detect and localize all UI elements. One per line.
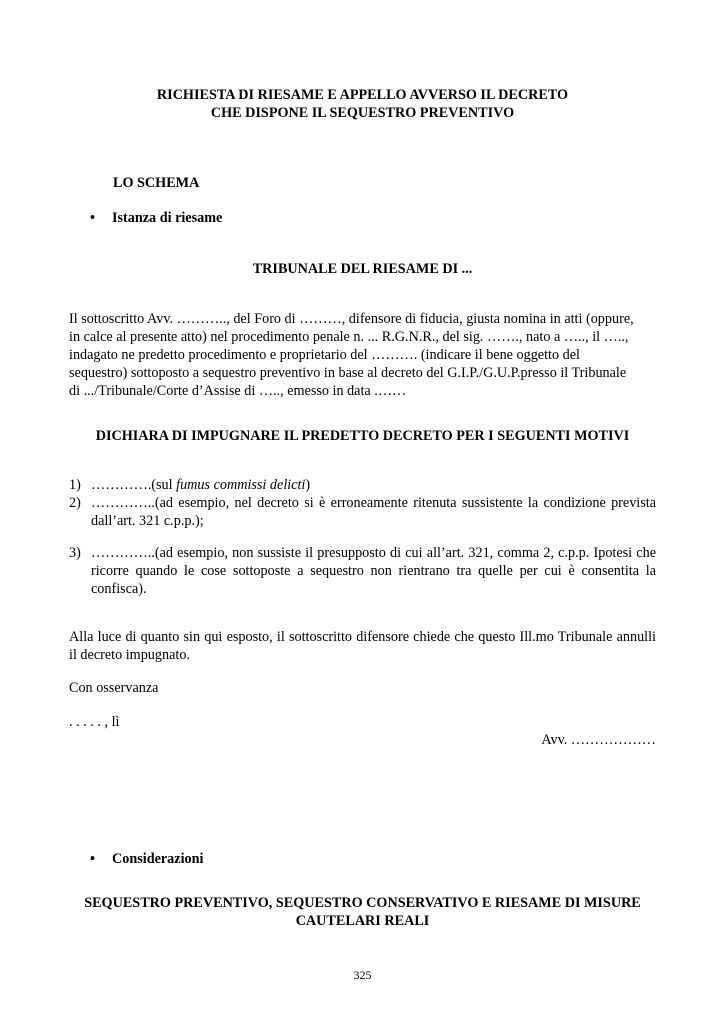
- schema-heading: LO SCHEMA: [113, 175, 200, 191]
- final-heading-line-2: CAUTELARI REALI: [295, 913, 430, 929]
- firma-avvocato: Avv. ………………: [541, 732, 656, 748]
- list-item-motivo-2: [69, 494, 656, 530]
- bullet-icon: •: [90, 851, 95, 867]
- final-heading: [60, 894, 665, 930]
- list-item-motivo-3: [69, 544, 656, 598]
- bullet-istanza-label: Istanza di riesame: [112, 210, 223, 226]
- list-item-motivo-1: [69, 476, 656, 494]
- list-text: [91, 476, 656, 494]
- list-number: 3): [69, 545, 81, 561]
- list-number: 2): [69, 495, 81, 511]
- bullet-considerazioni-label: Considerazioni: [112, 851, 204, 867]
- intro-line: in calce al presente atto) nel procedimento penale n. ... R.G.N.R., del sig. ……., nato a ….., il …..,: [69, 329, 629, 345]
- motivo-1-post: ): [305, 477, 311, 493]
- list-number: 1): [69, 477, 81, 493]
- document-title: [60, 86, 665, 122]
- motivo-1-pre: ………….(sul: [91, 477, 177, 493]
- intro-line: Il sottoscritto Avv. ……….., del Foro di ………, difensore di fiducia, giusta nomina in atti (oppure,: [69, 311, 634, 327]
- intro-paragraph: [69, 310, 656, 400]
- bullet-icon: •: [90, 210, 95, 226]
- motivo-1-italic: fumus commissi delicti: [176, 477, 306, 493]
- title-line-2: CHE DISPONE IL SEQUESTRO PREVENTIVO: [210, 105, 515, 121]
- bullet-considerazioni: [90, 850, 203, 868]
- dichiara-heading: DICHIARA DI IMPUGNARE IL PREDETTO DECRETO PER I SEGUENTI MOTIVI: [95, 428, 630, 444]
- final-heading-line-1: SEQUESTRO PREVENTIVO, SEQUESTRO CONSERVATIVO E RIESAME DI MISURE: [84, 895, 641, 911]
- list-text: …………..(ad esempio, non sussiste il presupposto di cui all’art. 321, comma 2, c.p.p. Ipotesi che ricorre quando le cose sottoposte a sequestro non rientrano tra quelle per cui è consentita la confisca).: [91, 545, 656, 597]
- conclusione-paragraph: Alla luce di quanto sin qui esposto, il sottoscritto difensore chiede che questo Ill.mo Tribunale annulli il decreto impugnato.: [69, 629, 656, 663]
- bullet-istanza: [90, 209, 222, 227]
- tribunale-heading: TRIBUNALE DEL RIESAME DI ...: [252, 261, 473, 277]
- intro-line: indagato ne predetto procedimento e proprietario del ………. (indicare il bene oggetto del: [69, 347, 580, 363]
- intro-line: sequestro) sottoposto a sequestro preventivo in base al decreto del G.I.P./G.U.P.presso il Tribunale: [69, 365, 627, 381]
- intro-line: di .../Tribunale/Corte d’Assise di ….., emesso in data .……: [69, 383, 407, 399]
- title-line-1: RICHIESTA DI RIESAME E APPELLO AVVERSO IL DECRETO: [156, 87, 569, 103]
- list-text: …………..(ad esempio, nel decreto si è erroneamente ritenuta sussistente la condizione prevista dall’art. 321 c.p.p.);: [91, 495, 656, 529]
- luogo-data: . . . . . , lì: [69, 714, 120, 730]
- page-number: 325: [353, 968, 372, 982]
- con-osservanza: Con osservanza: [69, 680, 159, 696]
